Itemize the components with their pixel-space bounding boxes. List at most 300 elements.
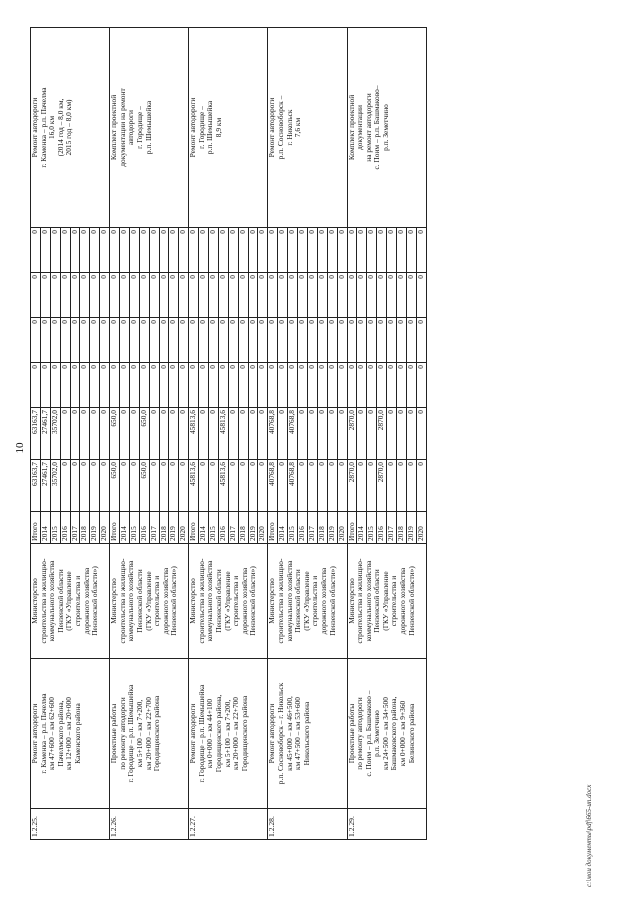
funding-value: 650,0 <box>110 408 120 460</box>
row-number: 1.2.26. <box>110 809 189 840</box>
funding-value: 0 <box>228 273 238 318</box>
funding-value: 0 <box>149 318 159 363</box>
funding-value: 0 <box>258 228 268 273</box>
funding-value: 0 <box>159 363 169 408</box>
row-number: 1.2.27. <box>189 809 268 840</box>
year-cell: 2018 <box>80 512 90 544</box>
year-cell: 2015 <box>50 512 60 544</box>
funding-value: 0 <box>278 318 288 363</box>
funding-value: 0 <box>31 273 41 318</box>
funding-value: 0 <box>238 318 248 363</box>
funding-value: 0 <box>31 228 41 273</box>
funding-value: 0 <box>100 460 110 512</box>
funding-value: 40768,8 <box>288 460 298 512</box>
funding-value: 0 <box>169 408 179 460</box>
funding-value: 0 <box>218 228 228 273</box>
funding-value: 0 <box>307 273 317 318</box>
funding-value: 0 <box>357 363 367 408</box>
funding-value: 0 <box>179 273 189 318</box>
funding-value: 0 <box>416 460 426 512</box>
funding-value: 0 <box>367 408 377 460</box>
funding-value: 0 <box>70 363 80 408</box>
year-cell: 2014 <box>40 512 50 544</box>
funding-value: 0 <box>416 408 426 460</box>
funding-value: 0 <box>169 318 179 363</box>
funding-value: 0 <box>238 460 248 512</box>
year-cell: 2018 <box>396 512 406 544</box>
funding-value: 0 <box>396 363 406 408</box>
funding-value: 0 <box>199 273 209 318</box>
funding-value: 0 <box>149 363 159 408</box>
year-cell: 2017 <box>387 512 397 544</box>
funding-value: 0 <box>367 273 377 318</box>
funding-value: 0 <box>129 408 139 460</box>
responsible-executor: Министерство строительства и жилищно- коммунального хозяйства Пензенской области (ГКУ «Управление строительства и дорожного хозяйства Пензенской области») <box>347 544 426 659</box>
funding-value: 0 <box>159 318 169 363</box>
funding-value: 0 <box>209 460 219 512</box>
year-cell: 2019 <box>248 512 258 544</box>
funding-value: 0 <box>327 273 337 318</box>
funding-value: 0 <box>396 228 406 273</box>
funding-value: 0 <box>120 363 130 408</box>
funding-value: 0 <box>396 318 406 363</box>
funding-value: 35702,0 <box>50 460 60 512</box>
funding-value: 0 <box>100 408 110 460</box>
funding-value: 0 <box>60 363 70 408</box>
funding-value: 0 <box>80 228 90 273</box>
year-cell: Итого <box>189 512 199 544</box>
year-cell: 2015 <box>129 512 139 544</box>
responsible-executor: Министерство строительства и жилищно- коммунального хозяйства Пензенской области (ГКУ «Управление строительства и дорожного хозяйства Пензенской области») <box>189 544 268 659</box>
year-cell: 2018 <box>159 512 169 544</box>
funding-value: 0 <box>149 460 159 512</box>
funding-value: 0 <box>347 363 357 408</box>
funding-value: 0 <box>396 273 406 318</box>
funding-value: 0 <box>367 228 377 273</box>
year-cell: 2015 <box>367 512 377 544</box>
funding-value: 0 <box>288 273 298 318</box>
funding-value: 0 <box>307 408 317 460</box>
funding-value: 0 <box>278 363 288 408</box>
funding-value: 0 <box>110 318 120 363</box>
funding-value: 40768,8 <box>268 408 278 460</box>
funding-value: 0 <box>159 460 169 512</box>
row-number: 1.2.28. <box>268 809 347 840</box>
funding-value: 0 <box>199 228 209 273</box>
funding-value: 0 <box>406 318 416 363</box>
funding-value: 35702,0 <box>50 408 60 460</box>
program-table <box>30 27 427 840</box>
funding-value: 0 <box>327 460 337 512</box>
funding-value: 0 <box>80 460 90 512</box>
measure-title: Проектные работы по ремонту автодороги г. Городище – р.п. Шемышейка км 5+100 – км 7+200, км 20+000 – км 22+700 Городищенского района <box>110 659 189 809</box>
funding-value: 2870,0 <box>347 460 357 512</box>
funding-value: 0 <box>406 228 416 273</box>
funding-value: 0 <box>307 363 317 408</box>
funding-value: 0 <box>268 228 278 273</box>
funding-value: 0 <box>357 318 367 363</box>
funding-value: 0 <box>70 460 80 512</box>
funding-value: 0 <box>327 363 337 408</box>
measure-title: Ремонт автодороги г. Городище – р.п. Шемышейка км 0+000 – км 44+100 Городищенского района, км 5+100 – км 7+200, км 20+000 – км 22+700 Городищенского района <box>189 659 268 809</box>
funding-value: 0 <box>278 273 288 318</box>
funding-value: 0 <box>70 228 80 273</box>
funding-value: 0 <box>238 363 248 408</box>
funding-value: 0 <box>416 228 426 273</box>
funding-value: 0 <box>298 228 308 273</box>
funding-value: 45813,6 <box>189 408 199 460</box>
funding-value: 0 <box>317 273 327 318</box>
responsible-executor: Министерство строительства и жилищно- коммунального хозяйства Пензенской области (ГКУ «Управление строительства и дорожного хозяйства Пензенской области») <box>31 544 110 659</box>
year-cell: 2014 <box>357 512 367 544</box>
funding-value: 0 <box>416 273 426 318</box>
funding-value: 0 <box>298 363 308 408</box>
funding-value: 0 <box>347 228 357 273</box>
funding-value: 0 <box>367 363 377 408</box>
funding-value: 0 <box>169 273 179 318</box>
expected-result: Ремонт автодороги г. Каменка – р.п. Пачелма 16,0 км (2014 год – 8,0 км, 2015 год – 8,0 км) <box>31 28 110 228</box>
year-cell: 2016 <box>298 512 308 544</box>
year-cell: 2020 <box>258 512 268 544</box>
funding-value: 0 <box>248 228 258 273</box>
row-number: 1.2.29. <box>347 809 426 840</box>
funding-value: 45813,6 <box>218 460 228 512</box>
funding-value: 63163,7 <box>31 408 41 460</box>
funding-value: 0 <box>120 228 130 273</box>
funding-value: 0 <box>396 408 406 460</box>
funding-value: 0 <box>159 273 169 318</box>
funding-value: 650,0 <box>139 460 149 512</box>
funding-value: 0 <box>199 363 209 408</box>
funding-value: 0 <box>179 460 189 512</box>
funding-value: 0 <box>60 318 70 363</box>
funding-value: 0 <box>179 363 189 408</box>
funding-value: 0 <box>60 460 70 512</box>
funding-value: 0 <box>218 273 228 318</box>
funding-value: 0 <box>169 363 179 408</box>
funding-value: 0 <box>337 363 347 408</box>
measure-title: Ремонт автодороги г. Каменка – р.п. Пачелма км 47+600 – км 62+600 Пачелмского района, км 12+000 – км 20+000 Каменского района <box>31 659 110 809</box>
funding-value: 0 <box>278 228 288 273</box>
responsible-executor: Министерство строительства и жилищно- коммунального хозяйства Пензенской области (ГКУ «Управление строительства и дорожного хозяйства Пензенской области») <box>110 544 189 659</box>
funding-value: 0 <box>90 460 100 512</box>
funding-value: 0 <box>387 228 397 273</box>
funding-value: 0 <box>337 408 347 460</box>
funding-value: 0 <box>288 318 298 363</box>
funding-value: 27461,7 <box>40 408 50 460</box>
funding-value: 0 <box>100 318 110 363</box>
funding-value: 0 <box>70 408 80 460</box>
funding-value: 0 <box>406 408 416 460</box>
year-cell: Итого <box>31 512 41 544</box>
funding-value: 0 <box>139 363 149 408</box>
funding-value: 0 <box>110 363 120 408</box>
funding-value: 0 <box>228 228 238 273</box>
funding-value: 0 <box>120 408 130 460</box>
funding-value: 63163,7 <box>31 460 41 512</box>
funding-value: 0 <box>120 318 130 363</box>
funding-value: 0 <box>248 408 258 460</box>
funding-value: 0 <box>298 318 308 363</box>
funding-value: 0 <box>248 318 258 363</box>
funding-value: 0 <box>159 228 169 273</box>
funding-value: 0 <box>298 460 308 512</box>
funding-value: 0 <box>327 228 337 273</box>
funding-value: 0 <box>100 228 110 273</box>
funding-value: 0 <box>209 408 219 460</box>
measure-title: Ремонт автодороги р.п. Сосновоборск – г. Никольск км 45+000 – км 46+500, км 47+500 – км 53+600 Никольского района <box>268 659 347 809</box>
year-cell: 2020 <box>416 512 426 544</box>
funding-value: 0 <box>337 273 347 318</box>
year-cell: 2018 <box>317 512 327 544</box>
funding-value: 0 <box>209 273 219 318</box>
funding-value: 0 <box>288 363 298 408</box>
funding-value: 0 <box>406 460 416 512</box>
funding-value: 0 <box>189 363 199 408</box>
funding-value: 0 <box>70 273 80 318</box>
funding-value: 0 <box>179 318 189 363</box>
funding-value: 0 <box>347 273 357 318</box>
table-row <box>268 28 278 840</box>
funding-value: 0 <box>387 318 397 363</box>
page-number: 10 <box>14 442 26 454</box>
funding-value: 650,0 <box>139 408 149 460</box>
funding-value: 0 <box>327 318 337 363</box>
year-cell: 2020 <box>179 512 189 544</box>
table-row <box>347 28 357 840</box>
funding-value: 0 <box>80 363 90 408</box>
funding-value: 0 <box>357 273 367 318</box>
funding-value: 0 <box>337 318 347 363</box>
funding-value: 0 <box>307 318 317 363</box>
funding-value: 0 <box>317 460 327 512</box>
funding-value: 0 <box>149 273 159 318</box>
funding-value: 0 <box>159 408 169 460</box>
funding-value: 0 <box>31 363 41 408</box>
year-cell: 2017 <box>70 512 80 544</box>
expected-result: Ремонт автодороги г. Городище – р.п. Шемышейка 8,9 км <box>189 28 268 228</box>
funding-value: 0 <box>80 408 90 460</box>
funding-value: 2870,0 <box>377 408 387 460</box>
expected-result: Комплект проектной документации на ремонт автодороги с. Поим – р.п. Башмаково– р.п. Земетчино <box>347 28 426 228</box>
funding-value: 0 <box>317 408 327 460</box>
funding-value: 0 <box>218 318 228 363</box>
funding-value: 0 <box>169 460 179 512</box>
funding-value: 0 <box>298 273 308 318</box>
funding-value: 0 <box>298 408 308 460</box>
funding-value: 0 <box>90 273 100 318</box>
funding-value: 0 <box>337 228 347 273</box>
funding-value: 0 <box>228 460 238 512</box>
funding-value: 0 <box>367 460 377 512</box>
table-row <box>31 28 41 840</box>
funding-value: 0 <box>258 460 268 512</box>
funding-value: 0 <box>189 228 199 273</box>
funding-value: 0 <box>347 318 357 363</box>
funding-value: 0 <box>40 273 50 318</box>
funding-value: 40768,8 <box>268 460 278 512</box>
funding-value: 0 <box>189 273 199 318</box>
funding-value: 0 <box>50 318 60 363</box>
funding-value: 0 <box>129 460 139 512</box>
funding-value: 650,0 <box>110 460 120 512</box>
funding-value: 0 <box>248 273 258 318</box>
funding-value: 0 <box>317 318 327 363</box>
funding-value: 0 <box>129 363 139 408</box>
funding-value: 0 <box>268 363 278 408</box>
year-cell: 2014 <box>120 512 130 544</box>
year-cell: 2015 <box>288 512 298 544</box>
funding-value: 0 <box>189 318 199 363</box>
funding-value: 0 <box>199 318 209 363</box>
funding-value: 0 <box>238 273 248 318</box>
funding-value: 0 <box>70 318 80 363</box>
funding-value: 0 <box>40 363 50 408</box>
funding-value: 0 <box>199 408 209 460</box>
table-row <box>189 28 199 840</box>
funding-value: 0 <box>406 273 416 318</box>
funding-value: 0 <box>317 228 327 273</box>
funding-value: 0 <box>90 228 100 273</box>
funding-value: 0 <box>307 460 317 512</box>
funding-value: 0 <box>149 228 159 273</box>
year-cell: 2014 <box>278 512 288 544</box>
funding-value: 0 <box>50 228 60 273</box>
funding-value: 0 <box>238 408 248 460</box>
funding-value: 0 <box>50 363 60 408</box>
funding-value: 0 <box>327 408 337 460</box>
funding-value: 0 <box>357 228 367 273</box>
responsible-executor: Министерство строительства и жилищно- коммунального хозяйства Пензенской области (ГКУ «Управление строительства и дорожного хозяйства Пензенской области») <box>268 544 347 659</box>
funding-value: 0 <box>100 363 110 408</box>
year-cell: 2019 <box>327 512 337 544</box>
year-cell: 2016 <box>139 512 149 544</box>
funding-value: 0 <box>387 273 397 318</box>
funding-value: 0 <box>110 273 120 318</box>
funding-value: 0 <box>307 228 317 273</box>
funding-value: 45813,6 <box>189 460 199 512</box>
row-number: 1.2.25. <box>31 809 110 840</box>
funding-value: 0 <box>387 363 397 408</box>
expected-result: Ремонт автодороги р.п. Сосновоборск – г. Никольск 7,6 км <box>268 28 347 228</box>
funding-value: 0 <box>377 318 387 363</box>
funding-value: 0 <box>337 460 347 512</box>
funding-value: 0 <box>110 228 120 273</box>
funding-value: 2870,0 <box>377 460 387 512</box>
funding-value: 0 <box>179 408 189 460</box>
year-cell: Итого <box>347 512 357 544</box>
funding-value: 0 <box>139 273 149 318</box>
funding-value: 0 <box>278 460 288 512</box>
table-row <box>110 28 120 840</box>
funding-value: 0 <box>258 273 268 318</box>
funding-value: 0 <box>209 318 219 363</box>
funding-value: 0 <box>179 228 189 273</box>
funding-value: 2870,0 <box>347 408 357 460</box>
funding-value: 0 <box>258 408 268 460</box>
funding-value: 40768,8 <box>288 408 298 460</box>
funding-value: 0 <box>268 318 278 363</box>
year-cell: Итого <box>268 512 278 544</box>
funding-value: 0 <box>129 273 139 318</box>
funding-value: 0 <box>288 228 298 273</box>
funding-value: 0 <box>258 363 268 408</box>
year-cell: 2020 <box>337 512 347 544</box>
funding-value: 0 <box>209 363 219 408</box>
year-cell: 2017 <box>149 512 159 544</box>
funding-value: 0 <box>396 460 406 512</box>
funding-value: 0 <box>258 318 268 363</box>
year-cell: 2018 <box>238 512 248 544</box>
funding-value: 0 <box>90 318 100 363</box>
funding-value: 0 <box>416 363 426 408</box>
funding-value: 0 <box>60 228 70 273</box>
funding-value: 0 <box>377 273 387 318</box>
year-cell: 2016 <box>60 512 70 544</box>
funding-value: 0 <box>377 228 387 273</box>
funding-value: 0 <box>139 318 149 363</box>
funding-value: 0 <box>416 318 426 363</box>
year-cell: 2016 <box>377 512 387 544</box>
measure-title: Проектные работы по ремонту автодороги с. Поим – р.п. Башмаково – р.п. Земетчино км 24+500 – км 34+500 Башмаковского района, км 0+000 – км 9+360 Белинского района <box>347 659 426 809</box>
funding-value: 0 <box>40 228 50 273</box>
year-cell: 2014 <box>199 512 209 544</box>
year-cell: Итого <box>110 512 120 544</box>
funding-value: 0 <box>80 273 90 318</box>
funding-value: 0 <box>120 273 130 318</box>
funding-value: 0 <box>387 460 397 512</box>
funding-value: 0 <box>50 273 60 318</box>
funding-value: 0 <box>367 318 377 363</box>
funding-value: 45813,6 <box>218 408 228 460</box>
year-cell: 2016 <box>218 512 228 544</box>
funding-value: 0 <box>120 460 130 512</box>
funding-value: 0 <box>60 408 70 460</box>
funding-value: 0 <box>90 363 100 408</box>
funding-value: 0 <box>406 363 416 408</box>
funding-value: 0 <box>248 460 258 512</box>
funding-value: 0 <box>31 318 41 363</box>
year-cell: 2019 <box>169 512 179 544</box>
expected-result: Комплект проектной документации на ремонт автодороги г. Городище – р.п. Шемышейка <box>110 28 189 228</box>
year-cell: 2015 <box>209 512 219 544</box>
funding-value: 0 <box>169 228 179 273</box>
funding-value: 0 <box>218 363 228 408</box>
funding-value: 0 <box>209 228 219 273</box>
funding-value: 0 <box>357 408 367 460</box>
funding-value: 0 <box>317 363 327 408</box>
footer-file-path: c:\мои документы\pdf\665-ип.docx <box>585 784 593 887</box>
funding-value: 0 <box>357 460 367 512</box>
funding-value: 0 <box>228 318 238 363</box>
funding-value: 0 <box>228 408 238 460</box>
funding-value: 0 <box>40 318 50 363</box>
funding-value: 27461,7 <box>40 460 50 512</box>
funding-value: 0 <box>248 363 258 408</box>
funding-value: 0 <box>60 273 70 318</box>
funding-value: 0 <box>268 273 278 318</box>
year-cell: 2019 <box>406 512 416 544</box>
funding-value: 0 <box>228 363 238 408</box>
funding-value: 0 <box>149 408 159 460</box>
funding-value: 0 <box>278 408 288 460</box>
year-cell: 2017 <box>228 512 238 544</box>
year-cell: 2020 <box>100 512 110 544</box>
funding-value: 0 <box>377 363 387 408</box>
funding-value: 0 <box>139 228 149 273</box>
funding-value: 0 <box>238 228 248 273</box>
funding-value: 0 <box>129 318 139 363</box>
